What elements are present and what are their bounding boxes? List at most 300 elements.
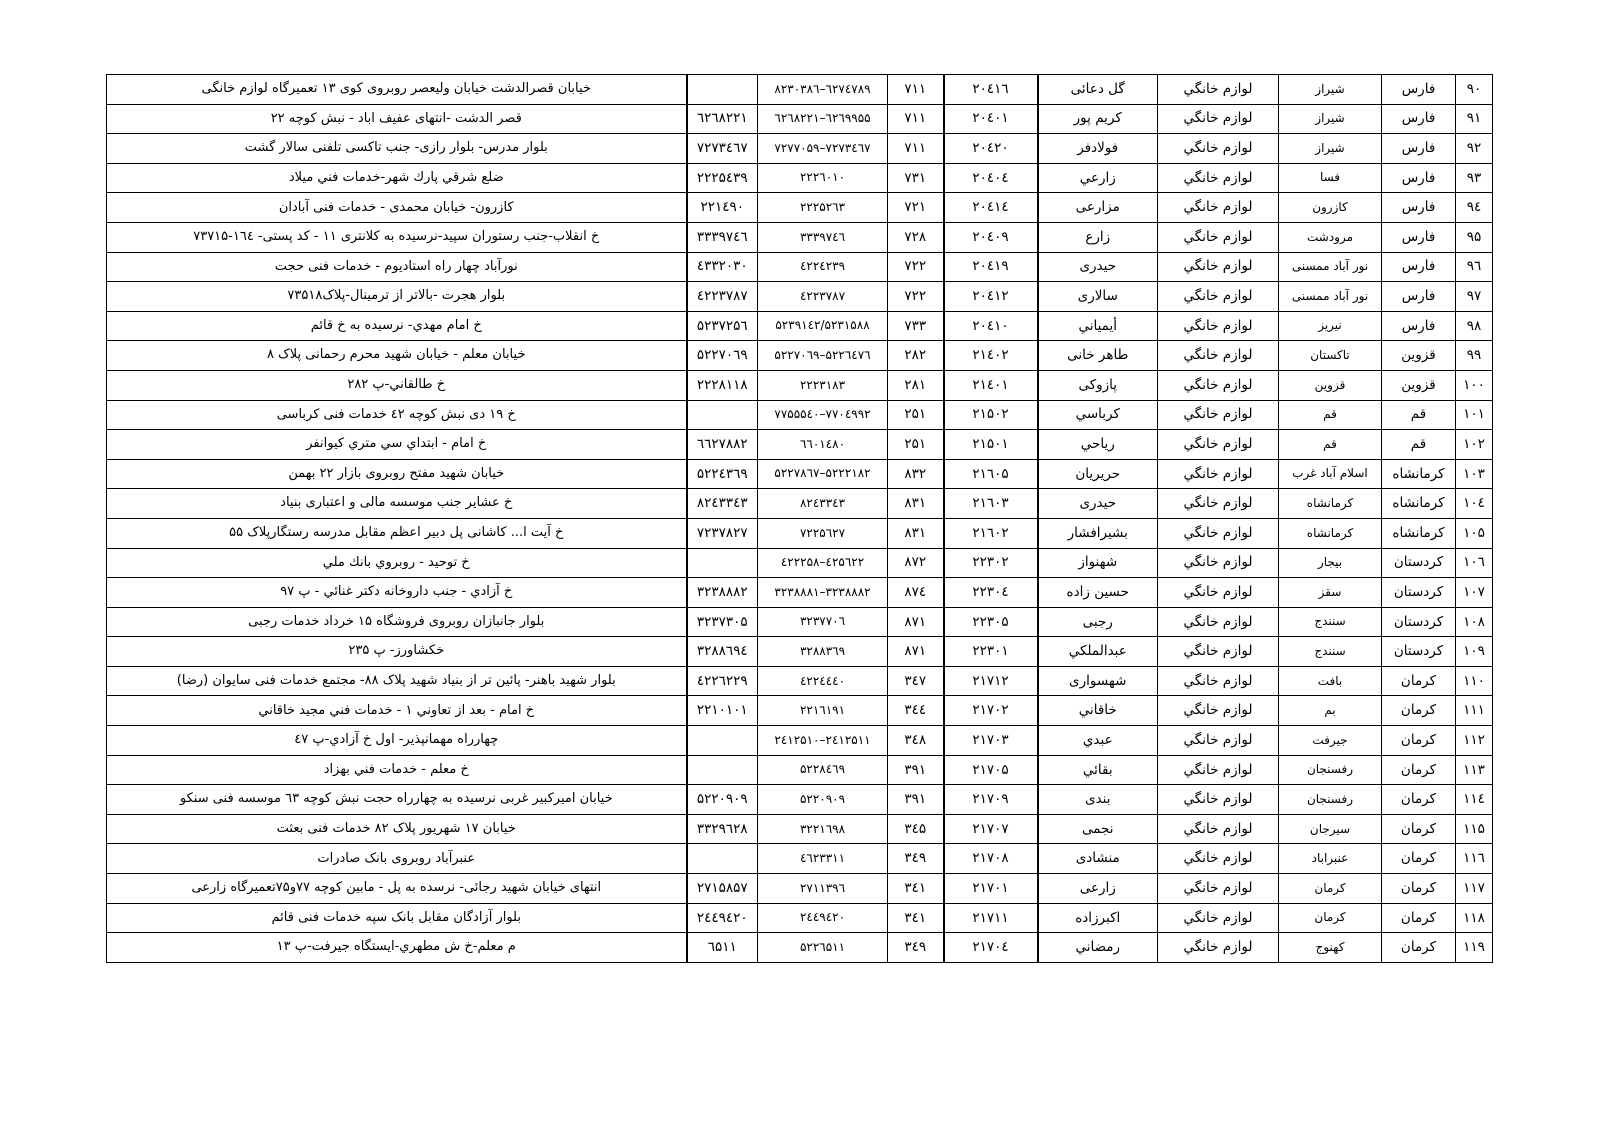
- area-code-cell: ۲۵۱: [888, 430, 944, 460]
- table-row: [107, 903, 1493, 933]
- address-cell: نورآباد چهار راه استادیوم - خدمات فنی حجت: [107, 252, 687, 282]
- area-code-cell: ۲۸۱: [888, 370, 944, 400]
- row-number-cell: ۹۹: [1456, 341, 1493, 371]
- category-cell: لوازم خانگي: [1158, 75, 1279, 105]
- table-row: [107, 193, 1493, 223]
- fax-cell: [687, 844, 758, 874]
- fax-cell: ۷۲۷۳٤٦۷: [687, 134, 758, 164]
- address-cell: خ معلم - خدمات فني بهزاد: [107, 755, 687, 785]
- row-number-cell: ۱۰۱: [1456, 400, 1493, 430]
- technician-name-cell: حریریان: [1038, 459, 1158, 489]
- table-row: [107, 696, 1493, 726]
- table-row: [107, 134, 1493, 164]
- row-number-cell: ۹۸: [1456, 311, 1493, 341]
- area-code-cell: ۳٤۸: [888, 726, 944, 756]
- city-cell: کهنوج: [1279, 933, 1382, 963]
- area-code-cell: ۷۲۲: [888, 252, 944, 282]
- fax-cell: ٦۲٦۸۲۲۱: [687, 104, 758, 134]
- agent-code-cell: ۲۱۷۰۸: [944, 844, 1038, 874]
- city-cell: سنندج: [1279, 607, 1382, 637]
- phone-cell: ٤۲۲٤۲۳۹: [758, 252, 888, 282]
- city-cell: اسلام آباد غرب: [1279, 459, 1382, 489]
- address-cell: خ توحيد - روبروي بانك ملي: [107, 548, 687, 578]
- address-cell: م معلم-خ ش مطهري-ايستگاه جيرفت-پ ۱۳: [107, 933, 687, 963]
- province-cell: کردستان: [1382, 637, 1456, 667]
- category-cell: لوازم خانگي: [1158, 163, 1279, 193]
- row-number-cell: ۱۱۱: [1456, 696, 1493, 726]
- agent-code-cell: ۲۰٤۰٤: [944, 163, 1038, 193]
- address-cell: انتهای خیابان شهید رجائی- نرسده به پل - مابین کوچه ۷۷و۷۵تعمیرگاه زارعی: [107, 874, 687, 904]
- row-number-cell: ۱۰٤: [1456, 489, 1493, 519]
- row-number-cell: ۹۱: [1456, 104, 1493, 134]
- category-cell: لوازم خانگي: [1158, 548, 1279, 578]
- category-cell: لوازم خانگي: [1158, 578, 1279, 608]
- table-row: [107, 785, 1493, 815]
- technician-name-cell: اکبرزاده: [1038, 903, 1158, 933]
- province-cell: فارس: [1382, 134, 1456, 164]
- table-row: [107, 578, 1493, 608]
- address-cell: ضلع شرقي پارك شهر-خدمات فني ميلاد: [107, 163, 687, 193]
- phone-cell: ۲٤٤۹٤۲۰: [758, 903, 888, 933]
- area-code-cell: ۷۱۱: [888, 104, 944, 134]
- fax-cell: ۲۲۱۰۱۰۱: [687, 696, 758, 726]
- fax-cell: ۲٤٤۹٤۲۰: [687, 903, 758, 933]
- fax-cell: ۵۲۲٤۳٦۹: [687, 459, 758, 489]
- fax-cell: [687, 726, 758, 756]
- address-cell: خ عشایر جنب موسسه مالی و اعتباری بنیاد: [107, 489, 687, 519]
- row-number-cell: ۹۲: [1456, 134, 1493, 164]
- service-centers-sheet: [106, 74, 1492, 963]
- technician-name-cell: طاهر خانی: [1038, 341, 1158, 371]
- province-cell: قم: [1382, 430, 1456, 460]
- category-cell: لوازم خانگي: [1158, 311, 1279, 341]
- category-cell: لوازم خانگي: [1158, 104, 1279, 134]
- area-code-cell: ۷۲۸: [888, 222, 944, 252]
- technician-name-cell: خاقاني: [1038, 696, 1158, 726]
- category-cell: لوازم خانگي: [1158, 430, 1279, 460]
- province-cell: کرمان: [1382, 874, 1456, 904]
- fax-cell: [687, 548, 758, 578]
- category-cell: لوازم خانگي: [1158, 489, 1279, 519]
- area-code-cell: ۷۳۳: [888, 311, 944, 341]
- phone-cell: ۵۲۳۹۱٤۲/۵۲۳۱۵۸۸: [758, 311, 888, 341]
- area-code-cell: ۷۲۲: [888, 282, 944, 312]
- province-cell: کرمان: [1382, 903, 1456, 933]
- area-code-cell: ۳٤۱: [888, 874, 944, 904]
- technician-name-cell: عبدي: [1038, 726, 1158, 756]
- fax-cell: ۲۷۱۵۸۵۷: [687, 874, 758, 904]
- address-cell: خیابان معلم - خیابان شهید محرم رحمانی پلاک ۸: [107, 341, 687, 371]
- technician-name-cell: مزارعی: [1038, 193, 1158, 223]
- table-row: [107, 548, 1493, 578]
- row-number-cell: ۱۰۷: [1456, 578, 1493, 608]
- address-cell: بلوار شهید باهنر- پائین تر از بنیاد شهید پلاک ۸۸- مجتمع خدمات فنی سایوان (رضا): [107, 666, 687, 696]
- city-cell: نور آباد ممسنی: [1279, 252, 1382, 282]
- phone-cell: ٦۲۷٤۷۸۹–۸۲۳۰۳۸٦: [758, 75, 888, 105]
- agent-code-cell: ۲۰٤۲۰: [944, 134, 1038, 164]
- fax-cell: ٤۲۲٦۲۲۹: [687, 666, 758, 696]
- fax-cell: ۳۲۸۸٦۹٤: [687, 637, 758, 667]
- address-cell: خ انقلاب-جنب رستوران سپید-نرسیده به کلانتری ۱۱ - کد پستی- ۱٦٤-۷۳۷۱۵: [107, 222, 687, 252]
- agent-code-cell: ۲۲۳۰۲: [944, 548, 1038, 578]
- province-cell: قزوين: [1382, 370, 1456, 400]
- phone-cell: ۵۲۲٦۵۱۱: [758, 933, 888, 963]
- city-cell: کرمان: [1279, 903, 1382, 933]
- category-cell: لوازم خانگي: [1158, 903, 1279, 933]
- address-cell: خ امام - ابتداي سي متري كيوانفر: [107, 430, 687, 460]
- address-cell: بلوار هجرت -بالاتر از ترمینال-پلاک۷۳۵۱۸: [107, 282, 687, 312]
- province-cell: کرمان: [1382, 814, 1456, 844]
- area-code-cell: ۳٤۵: [888, 814, 944, 844]
- area-code-cell: ۷۲۱: [888, 193, 944, 223]
- area-code-cell: ۳٤۱: [888, 903, 944, 933]
- phone-cell: ۳۲۳۸۸۸۲–۳۲۳۸۸۸۱: [758, 578, 888, 608]
- agent-code-cell: ۲۱٤۰۲: [944, 341, 1038, 371]
- phone-cell: ۷۲۲۵٦۲۷: [758, 518, 888, 548]
- province-cell: کردستان: [1382, 548, 1456, 578]
- technician-name-cell: بندی: [1038, 785, 1158, 815]
- fax-cell: [687, 75, 758, 105]
- technician-name-cell: كرباسي: [1038, 400, 1158, 430]
- area-code-cell: ۳٤٤: [888, 696, 944, 726]
- technician-name-cell: شهسواری: [1038, 666, 1158, 696]
- city-cell: قم: [1279, 400, 1382, 430]
- area-code-cell: ۸۷٤: [888, 578, 944, 608]
- table-row: [107, 282, 1493, 312]
- area-code-cell: ۷۱۱: [888, 134, 944, 164]
- agent-code-cell: ۲۱٤۰۱: [944, 370, 1038, 400]
- address-cell: خ ۱۹ دی نبش کوچه ٤۲ خدمات فنی کرباسی: [107, 400, 687, 430]
- address-cell: بلوار مدرس- بلوار رازی- جنب تاکسی تلفنی سالار گشت: [107, 134, 687, 164]
- area-code-cell: ۸۷۱: [888, 607, 944, 637]
- fax-cell: ۵۲۲۷۰٦۹: [687, 341, 758, 371]
- row-number-cell: ۱۰۸: [1456, 607, 1493, 637]
- address-cell: خكشاورز- پ ۲۳۵: [107, 637, 687, 667]
- city-cell: شیراز: [1279, 134, 1382, 164]
- category-cell: لوازم خانگي: [1158, 222, 1279, 252]
- technician-name-cell: پازوكی: [1038, 370, 1158, 400]
- province-cell: فارس: [1382, 163, 1456, 193]
- province-cell: کرمان: [1382, 844, 1456, 874]
- city-cell: قزوين: [1279, 370, 1382, 400]
- table-row: [107, 726, 1493, 756]
- phone-cell: ٦٦۰۱٤۸۰: [758, 430, 888, 460]
- technician-name-cell: زارعی: [1038, 874, 1158, 904]
- city-cell: کرمانشاه: [1279, 518, 1382, 548]
- fax-cell: ۵۲۲۰۹۰۹: [687, 785, 758, 815]
- category-cell: لوازم خانگي: [1158, 637, 1279, 667]
- technician-name-cell: گل دعائی: [1038, 75, 1158, 105]
- city-cell: شیراز: [1279, 104, 1382, 134]
- fax-cell: ۳۲۳۷۳۰۵: [687, 607, 758, 637]
- fax-cell: ۳۳۳۹۷٤٦: [687, 222, 758, 252]
- category-cell: لوازم خانگي: [1158, 134, 1279, 164]
- table-row: [107, 459, 1493, 489]
- table-row: [107, 75, 1493, 105]
- province-cell: فارس: [1382, 75, 1456, 105]
- city-cell: جيرفت: [1279, 726, 1382, 756]
- table-row: [107, 430, 1493, 460]
- city-cell: تاکستان: [1279, 341, 1382, 371]
- technician-name-cell: زارع: [1038, 222, 1158, 252]
- area-code-cell: ۳٤۷: [888, 666, 944, 696]
- table-row: [107, 163, 1493, 193]
- phone-cell: ۲۲۲۳۱۸۳: [758, 370, 888, 400]
- category-cell: لوازم خانگي: [1158, 696, 1279, 726]
- province-cell: کرمانشاه: [1382, 459, 1456, 489]
- city-cell: نور آباد ممسنی: [1279, 282, 1382, 312]
- category-cell: لوازم خانگي: [1158, 193, 1279, 223]
- fax-cell: ٤۳۳۲۰۳۰: [687, 252, 758, 282]
- province-cell: فارس: [1382, 311, 1456, 341]
- province-cell: قزوین: [1382, 341, 1456, 371]
- phone-cell: ۲۲۱٦۱۹۱: [758, 696, 888, 726]
- fax-cell: ٦٦۲۷۸۸۲: [687, 430, 758, 460]
- row-number-cell: ۹٤: [1456, 193, 1493, 223]
- technician-name-cell: بقائي: [1038, 755, 1158, 785]
- area-code-cell: ۸۷۲: [888, 548, 944, 578]
- agent-code-cell: ۲۰٤۰۹: [944, 222, 1038, 252]
- province-cell: کردستان: [1382, 607, 1456, 637]
- phone-cell: ۳۲۲۱٦۹۸: [758, 814, 888, 844]
- category-cell: لوازم خانگي: [1158, 933, 1279, 963]
- fax-cell: ۲۲۲۵٤۳۹: [687, 163, 758, 193]
- table-row: [107, 844, 1493, 874]
- technician-name-cell: عبدالملكي: [1038, 637, 1158, 667]
- row-number-cell: ۱۰۵: [1456, 518, 1493, 548]
- address-cell: خ امام - بعد از تعاوني ۱ - خدمات فني مجيد خاقاني: [107, 696, 687, 726]
- technician-name-cell: کریم پور: [1038, 104, 1158, 134]
- area-code-cell: ۷۳۱: [888, 163, 944, 193]
- table-row: [107, 341, 1493, 371]
- row-number-cell: ۱۰۰: [1456, 370, 1493, 400]
- agent-code-cell: ۲۰٤۱٤: [944, 193, 1038, 223]
- fax-cell: ۳۳۲۹٦۲۸: [687, 814, 758, 844]
- agent-code-cell: ۲۰٤۰۱: [944, 104, 1038, 134]
- address-cell: خ آیت ا... کاشانی پل دبیر اعظم مقابل مدرسه رستگارپلاک ۵۵: [107, 518, 687, 548]
- fax-cell: ۲۲۲۸۱۱۸: [687, 370, 758, 400]
- city-cell: فسا: [1279, 163, 1382, 193]
- province-cell: فارس: [1382, 193, 1456, 223]
- fax-cell: ۸۲٤۳۳٤۳: [687, 489, 758, 519]
- technician-name-cell: نجمی: [1038, 814, 1158, 844]
- phone-cell: ۳۲۳۷۷۰٦: [758, 607, 888, 637]
- technician-name-cell: منشادی: [1038, 844, 1158, 874]
- row-number-cell: ۱۱۹: [1456, 933, 1493, 963]
- row-number-cell: ۹۷: [1456, 282, 1493, 312]
- row-number-cell: ۹٦: [1456, 252, 1493, 282]
- agent-code-cell: ۲۱۷۰۳: [944, 726, 1038, 756]
- row-number-cell: ۱۱۵: [1456, 814, 1493, 844]
- city-cell: کازرون: [1279, 193, 1382, 223]
- city-cell: کرمانشاه: [1279, 489, 1382, 519]
- row-number-cell: ۱۰۲: [1456, 430, 1493, 460]
- category-cell: لوازم خانگي: [1158, 459, 1279, 489]
- table-row: [107, 489, 1493, 519]
- province-cell: کرمان: [1382, 785, 1456, 815]
- table-row: [107, 370, 1493, 400]
- address-cell: خیابان قصرالدشت خیابان ولیعصر روبروی کوی ۱۳ تعمیرگاه لوازم خانگی: [107, 75, 687, 105]
- category-cell: لوازم خانگي: [1158, 785, 1279, 815]
- category-cell: لوازم خانگي: [1158, 518, 1279, 548]
- phone-cell: ٤۲۲۳۷۸۷: [758, 282, 888, 312]
- agent-code-cell: ۲۱۵۰۱: [944, 430, 1038, 460]
- row-number-cell: ۹۳: [1456, 163, 1493, 193]
- agent-code-cell: ۲۱٦۰۳: [944, 489, 1038, 519]
- address-cell: خیابان امیرکبیر غربی نرسیده به چهارراه حجت نبش کوچه ٦۳ موسسه فنی سنکو: [107, 785, 687, 815]
- city-cell: کرمان: [1279, 874, 1382, 904]
- agent-code-cell: ۲۱۷۱۲: [944, 666, 1038, 696]
- fax-cell: ۷۲۳۷۸۲۷: [687, 518, 758, 548]
- phone-cell: ٦۲٦۹۹۵۵–٦۲٦۸۲۲۱: [758, 104, 888, 134]
- city-cell: بیجار: [1279, 548, 1382, 578]
- city-cell: شیراز: [1279, 75, 1382, 105]
- area-code-cell: ۷۱۱: [888, 75, 944, 105]
- fax-cell: ٤۲۲۳۷۸۷: [687, 282, 758, 312]
- fax-cell: [687, 400, 758, 430]
- agent-code-cell: ۲۱۷۱۱: [944, 903, 1038, 933]
- row-number-cell: ۱۰٦: [1456, 548, 1493, 578]
- city-cell: بم: [1279, 696, 1382, 726]
- agent-code-cell: ۲۱۷۰۲: [944, 696, 1038, 726]
- agent-code-cell: ۲۱۷۰۹: [944, 785, 1038, 815]
- area-code-cell: ۸۷۱: [888, 637, 944, 667]
- row-number-cell: ۱۱۰: [1456, 666, 1493, 696]
- phone-cell: ۵۲۲۰۹۰۹: [758, 785, 888, 815]
- row-number-cell: ۱۱۷: [1456, 874, 1493, 904]
- address-cell: کازرون- خیابان محمدی - خدمات فنی آبادان: [107, 193, 687, 223]
- phone-cell: ٤٦۲۳۳۱۱: [758, 844, 888, 874]
- row-number-cell: ۹۰: [1456, 75, 1493, 105]
- area-code-cell: ۸۳۱: [888, 489, 944, 519]
- area-code-cell: ۲۸۲: [888, 341, 944, 371]
- area-code-cell: ۳۹۱: [888, 755, 944, 785]
- row-number-cell: ۱۱۳: [1456, 755, 1493, 785]
- fax-cell: ۵۲۳۷۲۵٦: [687, 311, 758, 341]
- category-cell: لوازم خانگي: [1158, 666, 1279, 696]
- category-cell: لوازم خانگي: [1158, 844, 1279, 874]
- address-cell: خیابان شهید مفتح روبروی بازار ۲۲ بهمن: [107, 459, 687, 489]
- city-cell: عنبراباد: [1279, 844, 1382, 874]
- technician-name-cell: حسین زاده: [1038, 578, 1158, 608]
- table-row: [107, 874, 1493, 904]
- area-code-cell: ۸۳۲: [888, 459, 944, 489]
- area-code-cell: ۲۵۱: [888, 400, 944, 430]
- table-row: [107, 400, 1493, 430]
- phone-cell: ۸۲٤۳۳٤۳: [758, 489, 888, 519]
- fax-cell: ۲۲۱٤۹۰: [687, 193, 758, 223]
- province-cell: کرمان: [1382, 755, 1456, 785]
- technician-name-cell: أيمياني: [1038, 311, 1158, 341]
- city-cell: بافت: [1279, 666, 1382, 696]
- agent-code-cell: ۲۰٤۱۹: [944, 252, 1038, 282]
- phone-cell: ۲۷۱۱۳۹٦: [758, 874, 888, 904]
- province-cell: فارس: [1382, 222, 1456, 252]
- table-body: [107, 75, 1493, 963]
- category-cell: لوازم خانگي: [1158, 755, 1279, 785]
- address-cell: خ امام مهدي- نرسيده به خ قائم: [107, 311, 687, 341]
- city-cell: رفسنجان: [1279, 785, 1382, 815]
- address-cell: چهارراه مهمانپذير- اول خ آزادي-پ ٤۷: [107, 726, 687, 756]
- address-cell: بلوار جانبازان روبروی فروشگاه ۱۵ خرداد خدمات رجبی: [107, 607, 687, 637]
- fax-cell: ۳۲۳۸۸۸۲: [687, 578, 758, 608]
- city-cell: سنندج: [1279, 637, 1382, 667]
- city-cell: مرودشت: [1279, 222, 1382, 252]
- table-row: [107, 755, 1493, 785]
- address-cell: خیابان ۱۷ شهریور پلاک ۸۲ خدمات فنی بعثت: [107, 814, 687, 844]
- phone-cell: ۷۲۷۳٤٦۷–۷۲۷۷۰۵۹: [758, 134, 888, 164]
- row-number-cell: ۹۵: [1456, 222, 1493, 252]
- category-cell: لوازم خانگي: [1158, 726, 1279, 756]
- category-cell: لوازم خانگي: [1158, 607, 1279, 637]
- table-row: [107, 607, 1493, 637]
- agent-code-cell: ۲۱٦۰۲: [944, 518, 1038, 548]
- category-cell: لوازم خانگي: [1158, 341, 1279, 371]
- row-number-cell: ۱۱٤: [1456, 785, 1493, 815]
- agent-code-cell: ۲۰٤۱۲: [944, 282, 1038, 312]
- phone-cell: ٤۲۵٦۲۲–٤۲۲۲۵۸: [758, 548, 888, 578]
- table-row: [107, 666, 1493, 696]
- agent-code-cell: ۲۰٤۱٦: [944, 75, 1038, 105]
- phone-cell: ۲۲۲۵۲٦۳: [758, 193, 888, 223]
- agent-code-cell: ۲۱۷۰۵: [944, 755, 1038, 785]
- province-cell: کرمان: [1382, 696, 1456, 726]
- category-cell: لوازم خانگي: [1158, 400, 1279, 430]
- area-code-cell: ۳٤۹: [888, 933, 944, 963]
- area-code-cell: ۳٤۹: [888, 844, 944, 874]
- province-cell: کرمانشاه: [1382, 489, 1456, 519]
- province-cell: کرمانشاه: [1382, 518, 1456, 548]
- province-cell: فارس: [1382, 252, 1456, 282]
- technician-name-cell: رياحي: [1038, 430, 1158, 460]
- technician-name-cell: زارعي: [1038, 163, 1158, 193]
- area-code-cell: ۳۹۱: [888, 785, 944, 815]
- address-cell: بلوار آزادگان مقابل بانک سپه خدمات فنی قائم: [107, 903, 687, 933]
- row-number-cell: ۱۱۸: [1456, 903, 1493, 933]
- technician-name-cell: رمضاني: [1038, 933, 1158, 963]
- technician-name-cell: رجبی: [1038, 607, 1158, 637]
- city-cell: قم: [1279, 430, 1382, 460]
- row-number-cell: ۱۰۳: [1456, 459, 1493, 489]
- agent-code-cell: ۲۱۷۰۱: [944, 874, 1038, 904]
- address-cell: خ طالقاني-پ ۲۸۲: [107, 370, 687, 400]
- fax-cell: ٦۵۱۱: [687, 933, 758, 963]
- province-cell: فارس: [1382, 282, 1456, 312]
- table-row: [107, 252, 1493, 282]
- technician-name-cell: فولادفر: [1038, 134, 1158, 164]
- phone-cell: ۲۲۲٦۰۱۰: [758, 163, 888, 193]
- phone-cell: ۵۲۲۸٤٦۹: [758, 755, 888, 785]
- service-centers-table: [106, 74, 1493, 963]
- table-row: [107, 518, 1493, 548]
- phone-cell: ۷۷۰٤۹۹۲–۷۷۵۵۵٤۰: [758, 400, 888, 430]
- address-cell: قصر الدشت -انتهای عفیف اباد - نبش کوچه ۲۲: [107, 104, 687, 134]
- province-cell: کرمان: [1382, 933, 1456, 963]
- agent-code-cell: ۲۲۳۰۵: [944, 607, 1038, 637]
- category-cell: لوازم خانگي: [1158, 282, 1279, 312]
- phone-cell: ۲٤۱۲۵۱۱–۲٤۱۲۵۱۰: [758, 726, 888, 756]
- address-cell: خ آزادي - جنب داروخانه دكتر غنائي - پ ۹۷: [107, 578, 687, 608]
- table-row: [107, 104, 1493, 134]
- province-cell: قم: [1382, 400, 1456, 430]
- province-cell: کرمان: [1382, 666, 1456, 696]
- phone-cell: ۵۲۲٦٤۷٦–۵۲۲۷۰٦۹: [758, 341, 888, 371]
- agent-code-cell: ۲۱٦۰۵: [944, 459, 1038, 489]
- city-cell: سیرجان: [1279, 814, 1382, 844]
- agent-code-cell: ۲۲۳۰۱: [944, 637, 1038, 667]
- category-cell: لوازم خانگي: [1158, 874, 1279, 904]
- area-code-cell: ۸۳۱: [888, 518, 944, 548]
